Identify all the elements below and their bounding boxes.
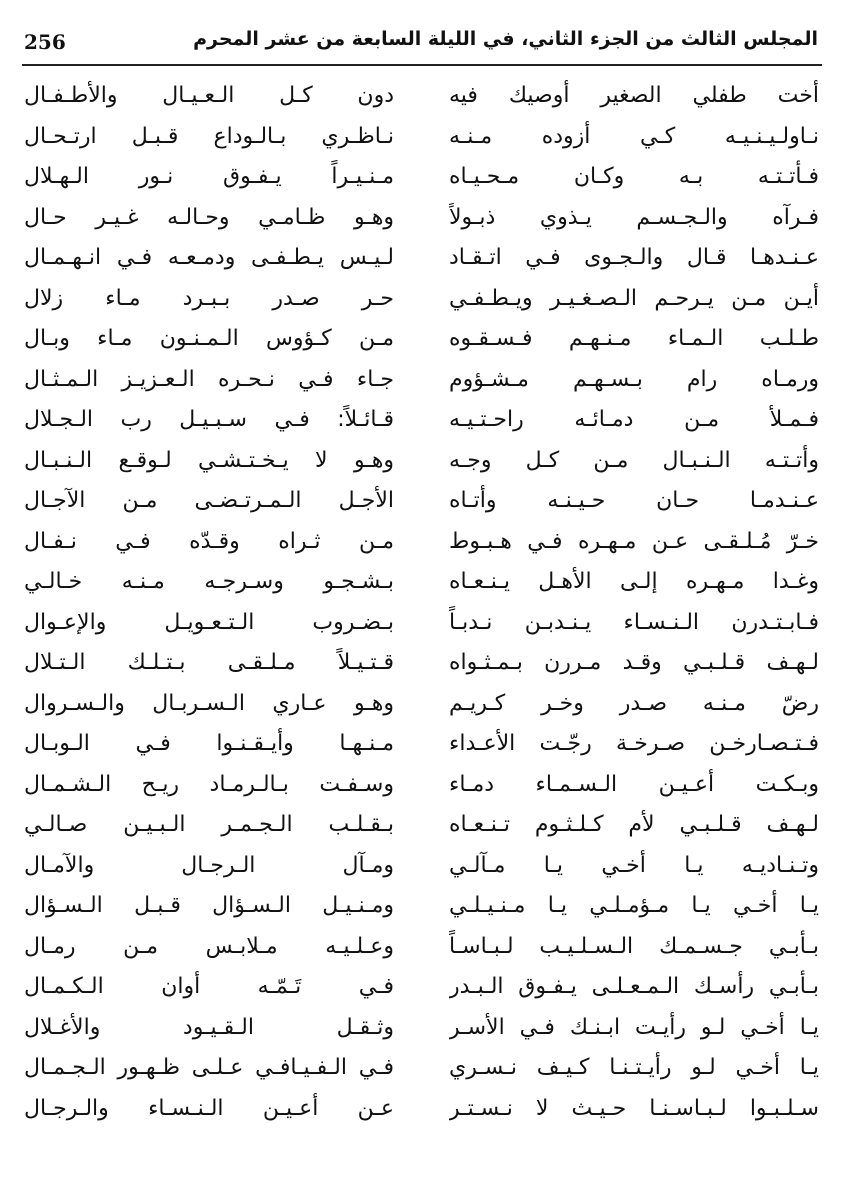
page-number: 256 [24,30,66,54]
verse-line: مـنـهـا وأيـقـنـوا فـي الـوبـال [24,731,394,756]
verse-line: حـر صـدر بـبـرد مـاء زلال [24,285,394,311]
verse-line: لـيـس يـطـفـى ودمـعـه فـي انـهـمـال [24,245,394,270]
verse-line: لـهـف قـلـبـي لأم كـلـثـوم تـنـعـاه [449,812,819,837]
verse-line: بـشـجـو وسـرجـه مـنـه خـالـي [24,569,394,594]
verse-line: الأجـل الـمـرتـضـى مـن الآجـال [24,488,394,513]
verse-line: وهـو لا يـخـتـشـي لـوقـع الـنـبـال [24,447,394,473]
verse-line: ورمـاه رام بـسـهـم مـشـؤوم [449,366,819,392]
verse-line: رضّ مـنـه صـدر وخـر كـريـم [449,690,819,716]
verse-line: مـنـيـراً يـفـوق نـور الـهـلال [24,164,394,189]
verse-line: بـأبـي جـسـمـك الـسـلـيـب لـبـاسـاً [449,933,819,959]
verse-line: لـهـف قـلـبـي وقـد مـررن بـمـثـواه [449,650,819,675]
verse-line: أخت طفلي الصغير أوصيك فيه [449,83,819,108]
verse-line: وأتـتـه الـنـبـال مـن كـل وجـه [449,447,819,473]
verse-line: عـنـدهـا قـال والـجـوى فـي اتـقـاد [449,245,819,270]
verse-line: دون كـل الـعـيـال والأطـفـال [24,83,394,108]
verse-line: جـاء فـي نـحـره الـعـزيـز الـمـثـال [24,366,394,392]
running-title: المجلس الثالث من الجزء الثاني، في الليلة السابعة من عشر المحرم [193,28,818,50]
verse-line: فـتـصـارخـن صـرخـة رجّـت الأعـداء [449,731,819,756]
verse-line: قـائـلاً: فـي سـبـيـل رب الـجـلال [24,407,394,432]
verse-line: بـأبـي رأسـك الـمـعـلـى يـفـوق الـبـدر [449,974,819,999]
verse-line: فـابـتـدرن الـنـسـاء يـنـدبـن نـدبـاً [449,609,819,635]
verse-line: فـرآه والـجـسـم يـذوي ذبـولاً [449,204,819,230]
verse-line: عـنـدمـا حـان حـيـنـه وأتـاه [449,488,819,513]
verse-line: يـا أخـي لـو رأيـتـنـا كـيـف نـسـري [449,1055,819,1080]
verse-line: مـن كـؤوس الـمـنـون مـاء وبـال [24,326,394,351]
verse-line: وبـكـت أعـيـن الـسـمـاء دمـاء [449,771,819,797]
verse-line: فـأتـتـه بـه وكـان مـحـيـاه [449,164,819,189]
verse-line: طـلـب الـمـاء مـنـهـم فـسـقـوه [449,326,819,351]
verse-line: خـرّ مُـلـقـى عـن مـهـره فـي هـبـوط [449,528,819,554]
verse-line: فـمـلأ مـن دمـائـه راحـتـيـه [449,407,819,432]
verse-line: فـي الـفـيـافـي عـلـى ظـهـور الـجـمـال [24,1055,394,1080]
verse-line: ومـآل الـرجـال والآمـال [24,852,394,878]
verse-line: أيـن مـن يـرحـم الـصـغـيـر ويـطـفـي [449,285,819,311]
verse-line: بـقـلـب الـجـمـر الـبـيـن صـالـي [24,812,394,837]
verse-line: قـتـيـلاً مـلـقـى بـتـلـك الـتـلال [24,650,394,675]
verse-line: وهـو عـاري الـسـربـال والـسـروال [24,690,394,716]
verse-line: ومـنـيـل الـسـؤال قـبـل الـسـؤال [24,893,394,918]
verse-line: فـي تَـمّـه أوان الـكـمـال [24,974,394,999]
verse-line: وعـلـيـه مـلابـس مـن رمـال [24,933,394,959]
verse-line: وتـنـاديـه يـا أخـي يـا مـآلـي [449,852,819,878]
verse-line: مـن ثـراه وقـدّه فـي نـفـال [24,528,394,554]
verse-line: نـاولـيـنـيـه كـي أزوده مـنـه [449,123,819,149]
verse-line: بـضـروب الـتـعـويـل والإعـوال [24,609,394,635]
poem-column-left [24,76,394,1129]
verse-line: وغـدا مـهـره إلـى الأهـل يـنـعـاه [449,569,819,594]
verse-line: وثـقـل الـقـيـود والأغـلال [24,1014,394,1040]
page-header [22,22,822,66]
poem-column-right [449,76,819,1129]
poem-body [0,76,849,1176]
verse-line: سـلـبـوا لـبـاسـنـا حـيـث لا نـسـتـر [449,1095,819,1121]
verse-line: يـا أخـي يـا مـؤمـلـي يـا مـنـيـلـي [449,893,819,918]
verse-line: عـن أعـيـن الـنـسـاء والـرجـال [24,1095,394,1121]
verse-line: نـاظـري بـالـوداع قـبـل ارتـحـال [24,123,394,149]
verse-line: وهـو ظـامـي وحـالـه غـيـر حـال [24,204,394,230]
verse-line: وسـفـت بـالـرمـاد ريـح الـشـمـال [24,771,394,797]
verse-line: يـا أخـي لـو رأيـت ابـنـك فـي الأسـر [449,1014,819,1040]
